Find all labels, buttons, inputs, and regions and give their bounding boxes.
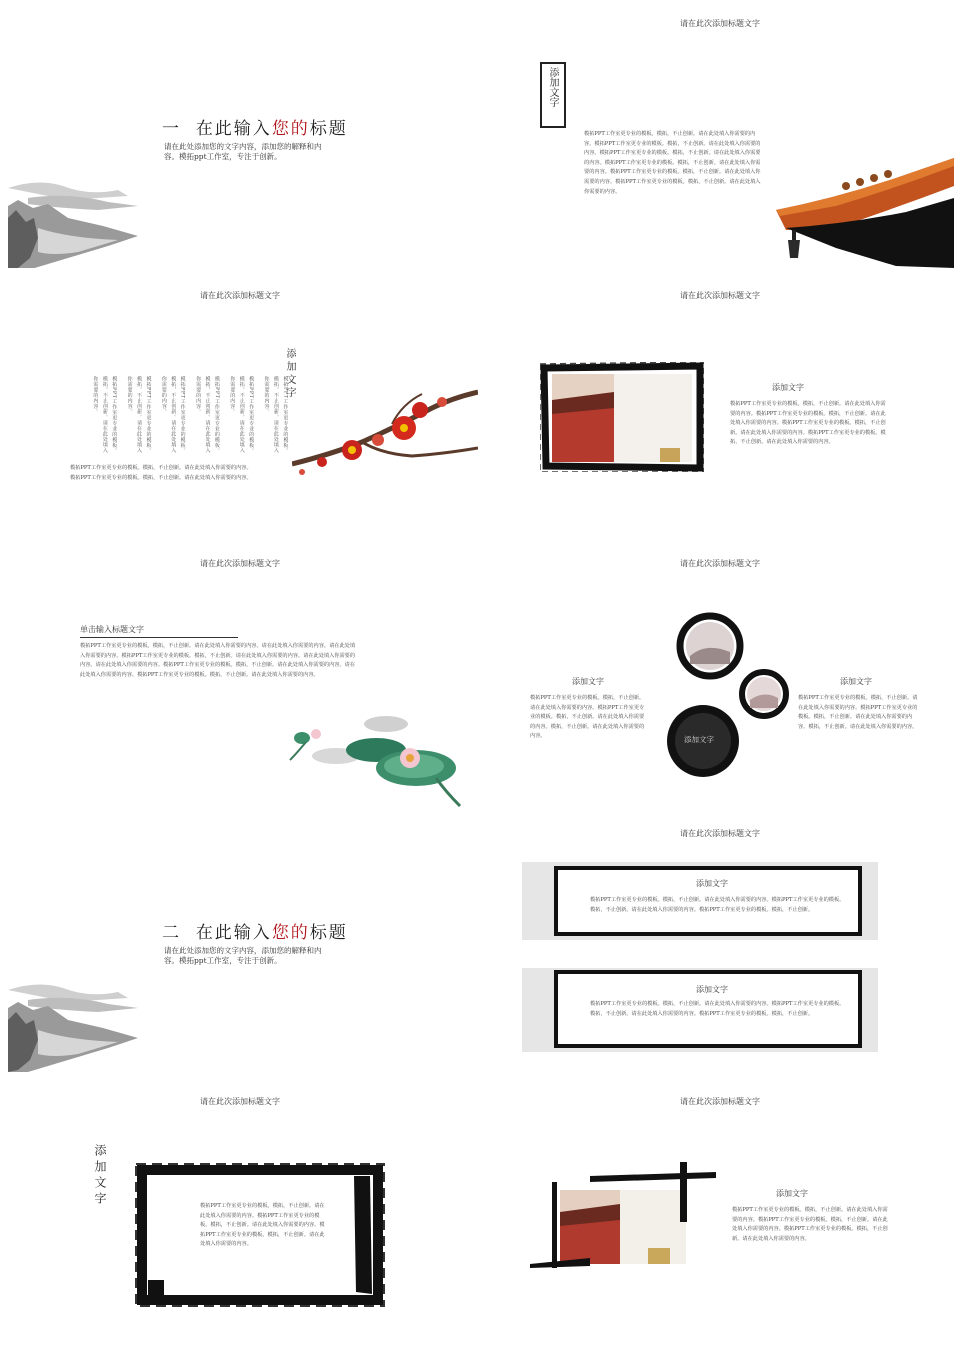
heading-underline: [80, 637, 238, 638]
slide-header: 请在此次添加标题文字: [680, 291, 760, 300]
ink-circle-top-image: [676, 612, 744, 680]
slide-6-ink-circles: [480, 540, 960, 808]
right-paragraph: 模拓PPT工作室更专业的模板。模拓，不止创新。请在此处填入你需要的内容。模拓PPT工作室更专业的模板。模拓，不止创新。请在此处填入你需要的内容。模拓，不止创新。请在此处填入你需要的内容。: [798, 695, 918, 730]
section-subtitle: [164, 142, 364, 162]
lotus-leaf-image: [286, 712, 466, 808]
slide-header: 请在此次添加标题文字: [200, 1097, 280, 1106]
title-badge: [540, 62, 566, 128]
body-paragraph: 模拓PPT工作室更专业的模板。模拓，不止创新。请在此处填入你需要的内容。模拓PPT工作室更专业的模板。模拓，不止创新。请在此处填入你需要的内容。模拓PPT工作室更专业的模板。模拓，不止创新。请在此处填入你需要的内容。: [200, 1203, 325, 1248]
slide-10-photo-cross: [480, 1078, 960, 1346]
ink-circle-right-image: [738, 668, 790, 720]
box-2-text: 模拓PPT工作室更专业的模板。模拓，不止创新。请在此处填入你需要的内容。模拓PPT工作室更专业的模板。模拓，不止创新。请在此处填入你需要的内容。模拓PPT工作室更专业的模板。模拓，不止创新。: [590, 1001, 845, 1017]
title-highlight: 您的: [271, 923, 310, 943]
vertical-column: 模拓PPT工作室更专业的模板。模拓，不止创新。请在此处填入你需要的内容。: [126, 376, 152, 454]
ink-brush-frame: [540, 362, 704, 472]
vertical-columns: [90, 376, 289, 456]
section-heading: 单击输入标题文字: [80, 625, 144, 634]
plum-blossom-branch-image: [292, 384, 478, 492]
slide-header: 请在此次添加标题文字: [200, 291, 280, 300]
slide-7-title: [0, 810, 480, 1078]
section-heading: 添加文字: [776, 1189, 808, 1198]
circle-label: 添加文字: [684, 735, 714, 744]
vertical-column: 模拓PPT工作室更专业的模板。模拓，不止创新。请在此处填入你需要的内容。: [92, 376, 118, 454]
ink-mountain-landscape: [8, 980, 168, 1075]
subtitle-line-1: 请在此处添加您的文字内容，添加您的解释和内: [164, 946, 322, 955]
slide-1-title: [0, 0, 480, 268]
subtitle-line-2: 容。模拓ppt工作室，专注于创新。: [164, 956, 282, 965]
body-paragraph: 模拓PPT工作室更专业的模板。模拓，不止创新。请在此处填入你需要的内容。模拓PPT工作室更专业的模板。模拓，不止创新。请在此处填入你需要的内容。模拓PPT工作室更专业的模板。模拓，不止创新。请在此处填入你需要的内容。模拓PPT工作室更专业的模板。模拓，不止创新。请在此处填入你需要的内容。: [730, 401, 886, 446]
section-title: [162, 918, 348, 943]
footer-text: 模拓PPT工作室更专业的模板。模拓，不止创新。请在此处填入你需要的内容。 模拓PPT工作室更专业的模板。模拓，不止创新。请在此处填入你需要的内容。: [70, 465, 252, 481]
ink-brush-cross-frame: [530, 1162, 720, 1268]
slide-header: 请在此次添加标题文字: [200, 559, 280, 568]
slide-header: 请在此次添加标题文字: [680, 559, 760, 568]
title-suffix: 标题: [309, 119, 348, 139]
vertical-column: 模拓PPT工作室更专业的模板。模拓，不止创新。请在此处填入你需要的内容。: [160, 376, 186, 454]
badge-text: 添加文字: [547, 67, 558, 107]
title-suffix: 标题: [309, 923, 348, 943]
subtitle-line-2: 容。模拓ppt工作室，专注于创新。: [164, 152, 282, 161]
section-number: 二: [162, 923, 181, 943]
vertical-column: 模拓PPT工作室更专业的模板。模拓，不止创新。请在此处填入你需要的内容。: [229, 376, 255, 454]
ink-mountain-landscape: [8, 178, 168, 268]
subtitle-line-1: 请在此处添加您的文字内容，添加您的解释和内: [164, 142, 322, 151]
slide-2-roof: [480, 0, 960, 268]
box-2-heading: 添加文字: [696, 985, 728, 994]
slide-9-ink-frame: [0, 1078, 480, 1346]
vertical-title: 添加文字: [284, 348, 295, 400]
body-paragraph: 模拓PPT工作室更专业的模板。模拓，不止创新。请在此处填入你需要的内容。模拓PPT工作室更专业的模板。模拓，不止创新。请在此处填入你需要的内容。模拓PPT工作室更专业的模板。模拓，不止创新。请在此处填入你需要的内容。模拓PPT工作室更专业的模板。模拓，不止创新。请在此处填入你需要的内容。模拓PPT工作室更专业的模板。模拓，不止创新。请在此处填入你需要的内容。模拓PPT工作室更专业的模板。模拓，不止创新。请在此处填入你需要的内容。: [584, 131, 761, 195]
slide-5-lotus: [0, 540, 480, 808]
vertical-column: 模拓PPT工作室更专业的模板。模拓，不止创新。请在此处填入你需要的内容。: [263, 376, 289, 454]
vertical-title: 添加文字: [93, 1144, 107, 1208]
title-highlight: 您的: [271, 119, 310, 139]
title-prefix: 在此输入: [195, 923, 272, 943]
slide-3-plum: [0, 272, 480, 540]
slide-4-framed-photo: [480, 272, 960, 540]
right-heading: 添加文字: [840, 677, 872, 686]
box-1-text: 模拓PPT工作室更专业的模板。模拓，不止创新。请在此处填入你需要的内容。模拓PPT工作室更专业的模板。模拓，不止创新。请在此处填入你需要的内容。模拓PPT工作室更专业的模板。模拓，不止创新。: [590, 897, 845, 913]
body-paragraph: 模拓PPT工作室更专业的模板。模拓，不止创新。请在此处填入你需要的内容。请在此处填入你需要的内容。请在此处填入你需要的内容。模拓PPT工作室更专业的模板。模拓，不止创新。请在此处填入你需要的内容。请在此处填入你需要的内容。请在此处填入你需要的内容。模拓PPT工作室更专业的模板。模拓，不止创新。请在此处填入你需要的内容。请在此处填入你需要的内容。模拓PPT工作室更专业的模板。模拓，不止创新。请在此处填入你需要的内容。: [80, 643, 356, 678]
title-prefix: 在此输入: [195, 119, 272, 139]
palace-roof-eave-image: [776, 158, 954, 268]
section-title: [162, 114, 348, 139]
section-number: 一: [162, 119, 181, 139]
slide-header: 请在此次添加标题文字: [680, 829, 760, 838]
slide-header: 请在此次添加标题文字: [680, 19, 760, 28]
slide-header: 请在此次添加标题文字: [680, 1097, 760, 1106]
section-heading: 添加文字: [772, 383, 804, 392]
box-1-heading: 添加文字: [696, 879, 728, 888]
vertical-column: 模拓PPT工作室更专业的模板。模拓，不止创新。请在此处填入你需要的内容。: [195, 376, 220, 454]
left-heading: 添加文字: [572, 677, 604, 686]
body-paragraph: 模拓PPT工作室更专业的模板。模拓，不止创新。请在此处填入你需要的内容。模拓PPT工作室更专业的模板。模拓，不止创新。请在此处填入你需要的内容。模拓PPT工作室更专业的模板。模拓，不止创新。请在此处填入你需要的内容。: [732, 1207, 888, 1242]
left-paragraph: 模拓PPT工作室更专业的模板。模拓，不止创新。请在此处填入你需要的内容。模拓PPT工作室更专业的模板。模拓，不止创新。请在此处填入你需要的内容。模拓，不止创新。请在此处填入你需要的内容。: [530, 695, 645, 740]
slide-8-two-boxes: [480, 810, 960, 1078]
section-subtitle: [164, 946, 364, 966]
